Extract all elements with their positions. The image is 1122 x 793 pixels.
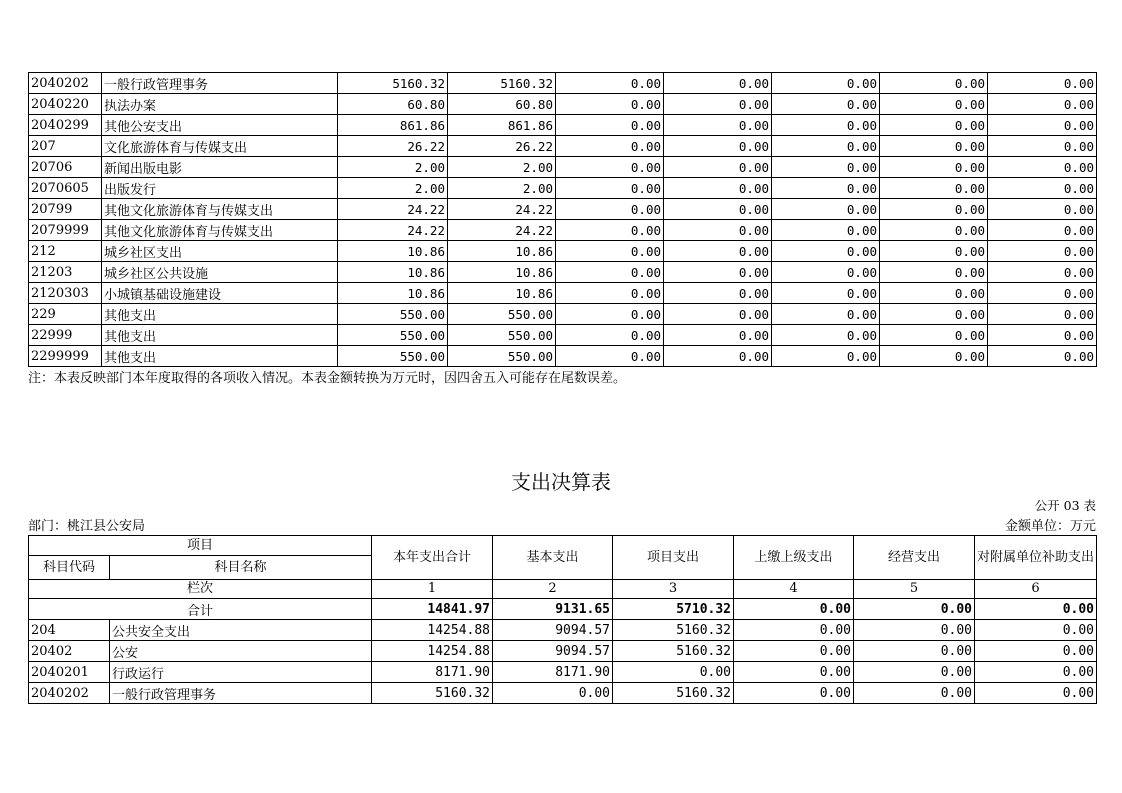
table-row [29, 115, 1097, 136]
amount-cell: 14254.88 [372, 641, 493, 662]
amount-cell: 5160.32 [613, 620, 734, 641]
total-label: 合计 [29, 599, 372, 620]
subject-name-cell: 文化旅游体育与传媒支出 [102, 136, 338, 157]
amount-cell: 26.22 [448, 136, 556, 157]
amount-cell: 0.00 [556, 241, 664, 262]
amount-cell: 0.00 [988, 136, 1097, 157]
amount-cell: 0.00 [556, 157, 664, 178]
table-row [29, 136, 1097, 157]
subject-code-cell: 229 [29, 304, 102, 325]
subject-code-cell: 2079999 [29, 220, 102, 241]
subject-code-cell: 2040202 [29, 683, 110, 704]
header-col-6: 对附属单位补助支出 [975, 536, 1097, 580]
amount-cell: 5160.32 [613, 683, 734, 704]
subject-name-cell: 出版发行 [102, 178, 338, 199]
subject-name-cell: 新闻出版电影 [102, 157, 338, 178]
amount-cell: 0.00 [880, 325, 988, 346]
amount-cell: 0.00 [664, 304, 772, 325]
amount-cell: 0.00 [975, 641, 1097, 662]
header-col-4: 上缴上级支出 [734, 536, 854, 580]
amount-cell: 0.00 [988, 262, 1097, 283]
table-row [29, 178, 1097, 199]
amount-cell: 0.00 [556, 325, 664, 346]
amount-cell: 0.00 [664, 199, 772, 220]
subject-code-cell: 20402 [29, 641, 110, 662]
subject-name-cell: 行政运行 [110, 662, 372, 683]
amount-cell: 0.00 [988, 115, 1097, 136]
subject-name-cell: 其他支出 [102, 304, 338, 325]
subject-code-cell: 2040202 [29, 73, 102, 94]
amount-cell: 0.00 [988, 283, 1097, 304]
column-index: 2 [493, 580, 613, 599]
amount-cell: 60.80 [338, 94, 448, 115]
amount-cell: 0.00 [556, 115, 664, 136]
amount-cell: 5160.32 [448, 73, 556, 94]
subject-code-cell: 21203 [29, 262, 102, 283]
amount-cell: 24.22 [338, 220, 448, 241]
total-cell: 14841.97 [372, 599, 493, 620]
amount-cell: 14254.88 [372, 620, 493, 641]
subject-code-cell: 2040201 [29, 662, 110, 683]
unit-label: 金额单位：万元 [1004, 519, 1096, 534]
subject-code-cell: 20799 [29, 199, 102, 220]
amount-cell: 0.00 [975, 620, 1097, 641]
amount-cell: 0.00 [880, 178, 988, 199]
total-row [29, 599, 1097, 620]
subject-name-cell: 其他文化旅游体育与传媒支出 [102, 220, 338, 241]
table-row [29, 220, 1097, 241]
amount-cell: 24.22 [448, 199, 556, 220]
amount-cell: 10.86 [448, 283, 556, 304]
amount-cell: 0.00 [880, 94, 988, 115]
amount-cell: 0.00 [988, 73, 1097, 94]
amount-cell: 550.00 [448, 346, 556, 367]
amount-cell: 0.00 [664, 283, 772, 304]
header-col-1: 本年支出合计 [372, 536, 493, 580]
amount-cell: 10.86 [448, 262, 556, 283]
amount-cell: 0.00 [556, 220, 664, 241]
table-row [29, 262, 1097, 283]
amount-cell: 0.00 [854, 662, 975, 683]
table-row [29, 662, 1097, 683]
amount-cell: 0.00 [880, 262, 988, 283]
amount-cell: 0.00 [772, 157, 880, 178]
subject-code-cell: 2299999 [29, 346, 102, 367]
header-col-2: 基本支出 [493, 536, 613, 580]
subject-name-cell: 其他支出 [102, 346, 338, 367]
amount-cell: 861.86 [338, 115, 448, 136]
subject-code-cell: 20706 [29, 157, 102, 178]
amount-cell: 0.00 [664, 157, 772, 178]
amount-cell: 5160.32 [372, 683, 493, 704]
total-cell: 9131.65 [493, 599, 613, 620]
amount-cell: 550.00 [448, 304, 556, 325]
total-cell: 0.00 [734, 599, 854, 620]
subject-name-cell: 小城镇基础设施建设 [102, 283, 338, 304]
amount-cell: 0.00 [880, 346, 988, 367]
subject-name-cell: 其他支出 [102, 325, 338, 346]
subject-name-cell: 执法办案 [102, 94, 338, 115]
table-row [29, 304, 1097, 325]
column-index: 1 [372, 580, 493, 599]
amount-cell: 2.00 [448, 178, 556, 199]
amount-cell: 10.86 [338, 241, 448, 262]
header-name: 科目名称 [110, 556, 372, 580]
amount-cell: 0.00 [854, 683, 975, 704]
page-title: 支出决算表 [511, 470, 611, 494]
amount-cell: 0.00 [772, 346, 880, 367]
amount-cell: 24.22 [338, 199, 448, 220]
column-index-label: 栏次 [29, 580, 372, 599]
amount-cell: 0.00 [664, 241, 772, 262]
amount-cell: 0.00 [880, 136, 988, 157]
header-col-3: 项目支出 [613, 536, 734, 580]
table-row [29, 683, 1097, 704]
amount-cell: 10.86 [448, 241, 556, 262]
amount-cell: 0.00 [664, 346, 772, 367]
column-index: 5 [854, 580, 975, 599]
amount-cell: 0.00 [772, 325, 880, 346]
table-row [29, 620, 1097, 641]
amount-cell: 0.00 [664, 262, 772, 283]
amount-cell: 0.00 [664, 220, 772, 241]
subject-name-cell: 公共安全支出 [110, 620, 372, 641]
amount-cell: 0.00 [772, 178, 880, 199]
amount-cell: 5160.32 [338, 73, 448, 94]
amount-cell: 0.00 [664, 136, 772, 157]
amount-cell: 0.00 [772, 94, 880, 115]
subject-code-cell: 22999 [29, 325, 102, 346]
subject-name-cell: 城乡社区支出 [102, 241, 338, 262]
table-row [29, 199, 1097, 220]
amount-cell: 0.00 [734, 683, 854, 704]
amount-cell: 9094.57 [493, 620, 613, 641]
amount-cell: 0.00 [988, 94, 1097, 115]
amount-cell: 0.00 [556, 94, 664, 115]
amount-cell: 0.00 [880, 283, 988, 304]
amount-cell: 24.22 [448, 220, 556, 241]
amount-cell: 550.00 [338, 304, 448, 325]
amount-cell: 0.00 [880, 241, 988, 262]
table-row [29, 94, 1097, 115]
subject-code-cell: 2120303 [29, 283, 102, 304]
amount-cell: 26.22 [338, 136, 448, 157]
amount-cell: 550.00 [338, 325, 448, 346]
amount-cell: 0.00 [734, 662, 854, 683]
total-cell: 0.00 [975, 599, 1097, 620]
amount-cell: 0.00 [556, 178, 664, 199]
subject-code-cell: 2070605 [29, 178, 102, 199]
amount-cell: 9094.57 [493, 641, 613, 662]
amount-cell: 0.00 [734, 620, 854, 641]
amount-cell: 550.00 [338, 346, 448, 367]
amount-cell: 2.00 [448, 157, 556, 178]
amount-cell: 0.00 [613, 662, 734, 683]
amount-cell: 0.00 [880, 115, 988, 136]
table-row [29, 283, 1097, 304]
amount-cell: 0.00 [772, 283, 880, 304]
amount-cell: 0.00 [664, 94, 772, 115]
column-index: 6 [975, 580, 1097, 599]
amount-cell: 0.00 [734, 641, 854, 662]
amount-cell: 0.00 [772, 73, 880, 94]
expenditure-table [28, 535, 1097, 704]
amount-cell: 0.00 [772, 262, 880, 283]
amount-cell: 0.00 [988, 157, 1097, 178]
total-cell: 0.00 [854, 599, 975, 620]
amount-cell: 0.00 [772, 199, 880, 220]
amount-cell: 0.00 [880, 73, 988, 94]
amount-cell: 8171.90 [372, 662, 493, 683]
amount-cell: 0.00 [880, 199, 988, 220]
amount-cell: 0.00 [772, 136, 880, 157]
subject-name-cell: 其他文化旅游体育与传媒支出 [102, 199, 338, 220]
amount-cell: 0.00 [556, 73, 664, 94]
amount-cell: 2.00 [338, 157, 448, 178]
amount-cell: 10.86 [338, 283, 448, 304]
income-detail-table [28, 72, 1097, 367]
subject-code-cell: 2040299 [29, 115, 102, 136]
amount-cell: 8171.90 [493, 662, 613, 683]
amount-cell: 0.00 [664, 73, 772, 94]
subject-name-cell: 公安 [110, 641, 372, 662]
amount-cell: 861.86 [448, 115, 556, 136]
department-label: 部门：桃江县公安局 [28, 519, 146, 534]
subject-code-cell: 2040220 [29, 94, 102, 115]
amount-cell: 0.00 [556, 304, 664, 325]
amount-cell: 0.00 [880, 157, 988, 178]
table-row [29, 73, 1097, 94]
column-index: 4 [734, 580, 854, 599]
amount-cell: 0.00 [854, 641, 975, 662]
amount-cell: 0.00 [975, 683, 1097, 704]
amount-cell: 0.00 [664, 178, 772, 199]
amount-cell: 0.00 [988, 304, 1097, 325]
amount-cell: 2.00 [338, 178, 448, 199]
amount-cell: 0.00 [988, 199, 1097, 220]
amount-cell: 0.00 [772, 241, 880, 262]
subject-name-cell: 一般行政管理事务 [102, 73, 338, 94]
amount-cell: 0.00 [556, 199, 664, 220]
amount-cell: 0.00 [772, 115, 880, 136]
amount-cell: 0.00 [664, 115, 772, 136]
header-item: 项目 [29, 536, 372, 556]
amount-cell: 0.00 [556, 262, 664, 283]
amount-cell: 0.00 [493, 683, 613, 704]
amount-cell: 0.00 [772, 220, 880, 241]
form-code: 公开 03 表 [1034, 498, 1096, 513]
subject-name-cell: 其他公安支出 [102, 115, 338, 136]
subject-code-cell: 207 [29, 136, 102, 157]
table-row [29, 346, 1097, 367]
amount-cell: 0.00 [988, 346, 1097, 367]
amount-cell: 0.00 [556, 136, 664, 157]
amount-cell: 0.00 [975, 662, 1097, 683]
amount-cell: 10.86 [338, 262, 448, 283]
header-code: 科目代码 [29, 556, 110, 580]
subject-code-cell: 204 [29, 620, 110, 641]
amount-cell: 0.00 [664, 325, 772, 346]
amount-cell: 5160.32 [613, 641, 734, 662]
amount-cell: 60.80 [448, 94, 556, 115]
amount-cell: 0.00 [880, 220, 988, 241]
amount-cell: 0.00 [772, 304, 880, 325]
amount-cell: 550.00 [448, 325, 556, 346]
amount-cell: 0.00 [988, 241, 1097, 262]
subject-name-cell: 城乡社区公共设施 [102, 262, 338, 283]
amount-cell: 0.00 [854, 620, 975, 641]
amount-cell: 0.00 [556, 346, 664, 367]
table-note: 注：本表反映部门本年度取得的各项收入情况。本表金额转换为万元时，因四舍五入可能存在尾数误差。 [28, 371, 627, 386]
table-row [29, 241, 1097, 262]
amount-cell: 0.00 [988, 325, 1097, 346]
amount-cell: 0.00 [556, 283, 664, 304]
subject-name-cell: 一般行政管理事务 [110, 683, 372, 704]
table-row [29, 325, 1097, 346]
table-row [29, 157, 1097, 178]
amount-cell: 0.00 [988, 220, 1097, 241]
amount-cell: 0.00 [988, 178, 1097, 199]
table-row [29, 641, 1097, 662]
header-col-5: 经营支出 [854, 536, 975, 580]
total-cell: 5710.32 [613, 599, 734, 620]
amount-cell: 0.00 [880, 304, 988, 325]
subject-code-cell: 212 [29, 241, 102, 262]
column-index: 3 [613, 580, 734, 599]
